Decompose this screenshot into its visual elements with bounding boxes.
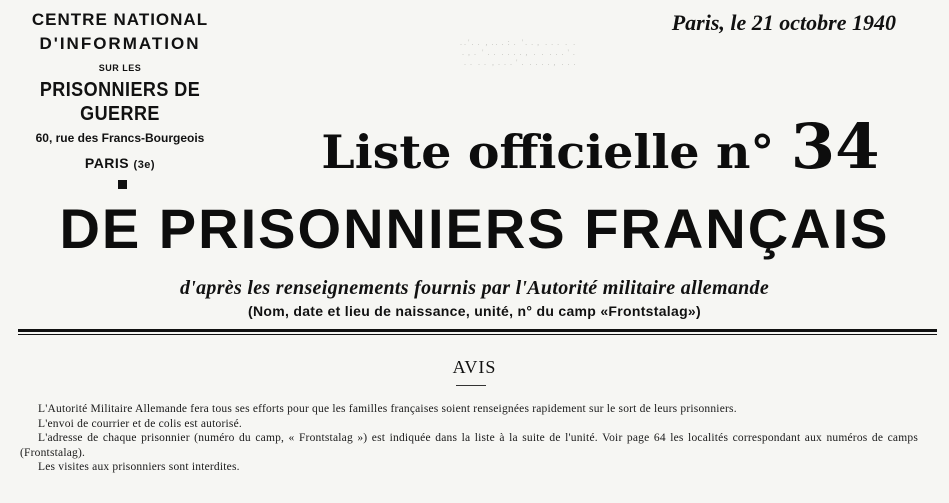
org-line-3: SUR LES xyxy=(98,63,142,73)
divider-thick xyxy=(18,329,937,332)
subtitle: d'après les renseignements fournis par l'Autorité militaire allemande xyxy=(179,277,770,299)
org-arrondissement: (3e) xyxy=(133,159,156,171)
org-city-name: PARIS xyxy=(84,155,130,171)
list-title xyxy=(240,110,949,183)
org-line-4: PRISONNIERS DE GUERRE xyxy=(39,79,201,125)
publication-date: Paris, le 21 octobre 1940 xyxy=(671,10,896,35)
divider-thin xyxy=(18,334,937,335)
org-line-1: CENTRE NATIONAL xyxy=(31,10,209,29)
organization-masthead xyxy=(0,10,240,174)
subtitle-details: (Nom, date et lieu de naissance, unité, n° du camp «Frontstalag») xyxy=(248,303,701,319)
list-title-text: Liste officielle n° xyxy=(321,125,775,179)
square-bullet-icon xyxy=(118,180,127,189)
main-heading: DE PRISONNIERS FRANÇAIS xyxy=(59,197,890,260)
notice-title: AVIS xyxy=(452,357,497,377)
notice-paragraph: L'adresse de chaque prisonnier (numéro du camp, « Frontstalag ») est indiquée dans la liste à la suite de l'unité. Voir page 64 les localités correspondant aux numéros de camps (Frontstalag). xyxy=(20,432,918,459)
org-address: 60, rue des Francs-Bourgeois xyxy=(35,131,205,145)
org-line-2: D'INFORMATION xyxy=(39,34,201,53)
bleed-through-texture: . . ' . . , . . . : . ' . . , . . . . . . , . ' . . . . . . , . . . . . ' . . . . . , . . . ' . . . . . , . . . xyxy=(460,38,576,67)
notice-paragraph: Les visites aux prisonniers sont interdites. xyxy=(38,461,240,473)
notice-title-underline xyxy=(456,385,486,386)
notice-body xyxy=(20,402,918,475)
list-number: 34 xyxy=(790,110,880,183)
notice-paragraph: L'Autorité Militaire Allemande fera tous ses efforts pour que les familles françaises soient renseignées rapidement sur le sort de leurs prisonniers. xyxy=(38,403,737,415)
notice-paragraph: L'envoi de courrier et de colis est autorisé. xyxy=(38,417,242,430)
org-city xyxy=(0,154,240,174)
